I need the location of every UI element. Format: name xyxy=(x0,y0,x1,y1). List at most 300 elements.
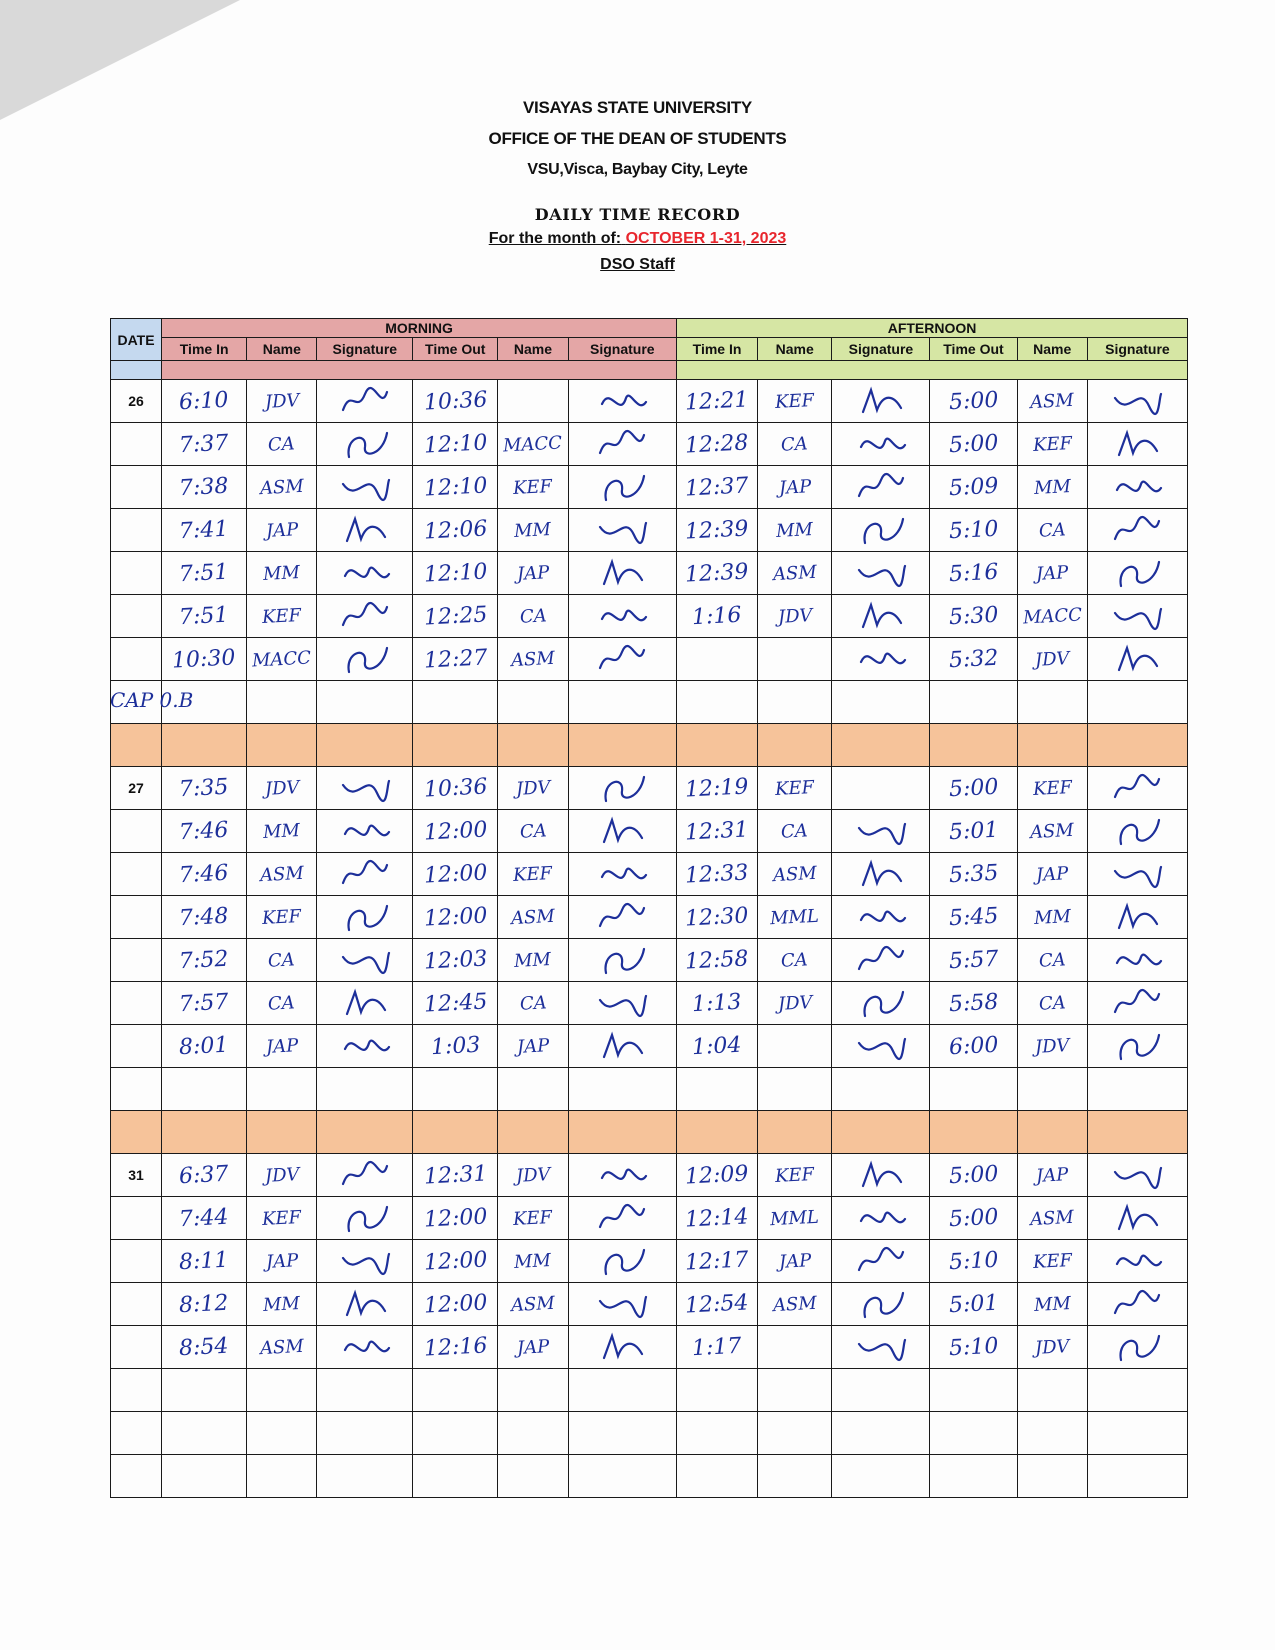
signature-cell xyxy=(1087,423,1187,466)
time-cell xyxy=(413,982,498,1025)
signature-scribble xyxy=(1109,427,1165,461)
signature-cell xyxy=(317,681,413,724)
handwritten-initials: JDV xyxy=(1034,1335,1070,1359)
signature-cell xyxy=(568,595,677,638)
name-cell xyxy=(247,466,317,509)
time-cell xyxy=(162,1369,247,1412)
date-cell xyxy=(111,810,162,853)
date-cell xyxy=(111,1455,162,1498)
handwritten-time: 12:31 xyxy=(684,816,750,846)
time-cell xyxy=(677,681,758,724)
handwritten-initials: ASM xyxy=(259,1335,305,1359)
signature-scribble xyxy=(853,642,909,676)
time-cell xyxy=(413,595,498,638)
signature-scribble xyxy=(1109,513,1165,547)
name-cell xyxy=(757,1283,831,1326)
signature-cell xyxy=(317,1154,413,1197)
time-cell xyxy=(677,1154,758,1197)
column-header: Name xyxy=(757,338,831,361)
handwritten-time: 5:09 xyxy=(948,473,999,501)
time-cell xyxy=(162,1455,247,1498)
table-body xyxy=(111,380,1188,1498)
name-cell xyxy=(498,767,568,810)
handwritten-time: 8:12 xyxy=(178,1290,230,1318)
handwritten-time: 5:10 xyxy=(948,1247,999,1275)
date-cell xyxy=(111,1068,162,1111)
signature-cell xyxy=(568,1412,677,1455)
handwritten-initials: CA xyxy=(780,432,809,456)
signature-cell xyxy=(568,1068,677,1111)
time-cell xyxy=(930,853,1017,896)
signature-cell xyxy=(832,1025,930,1068)
name-cell xyxy=(757,1154,831,1197)
signature-cell xyxy=(317,982,413,1025)
signature-scribble xyxy=(1109,1287,1165,1321)
time-cell xyxy=(413,638,498,681)
handwritten-time: 7:38 xyxy=(178,473,230,501)
handwritten-initials: JAP xyxy=(1035,1163,1069,1187)
name-cell xyxy=(247,767,317,810)
signature-scribble xyxy=(1109,1201,1165,1235)
signature-scribble xyxy=(594,900,650,934)
signature-cell xyxy=(1087,552,1187,595)
time-cell xyxy=(413,939,498,982)
signature-cell xyxy=(317,1412,413,1455)
signature-cell xyxy=(317,595,413,638)
time-cell xyxy=(413,1412,498,1455)
time-cell xyxy=(162,810,247,853)
signature-scribble xyxy=(853,814,909,848)
signature-scribble xyxy=(594,1330,650,1364)
date-cell xyxy=(111,638,162,681)
time-cell xyxy=(677,1283,758,1326)
signature-scribble xyxy=(594,556,650,590)
column-header: Name xyxy=(498,338,568,361)
name-cell xyxy=(1017,1154,1087,1197)
signature-cell xyxy=(317,939,413,982)
handwritten-initials: JAP xyxy=(1035,561,1069,585)
signature-scribble xyxy=(853,470,909,504)
handwritten-time: 7:51 xyxy=(178,559,230,587)
handwritten-time: 7:51 xyxy=(178,602,230,630)
handwritten-initials: JDV xyxy=(515,1163,551,1187)
name-cell xyxy=(247,853,317,896)
name-cell xyxy=(1017,1240,1087,1283)
signature-scribble xyxy=(1109,1244,1165,1278)
time-cell xyxy=(677,982,758,1025)
time-cell xyxy=(677,767,758,810)
handwritten-time: 7:37 xyxy=(178,430,230,458)
name-cell xyxy=(247,982,317,1025)
name-cell xyxy=(498,681,568,724)
name-cell xyxy=(247,1455,317,1498)
handwritten-initials: KEF xyxy=(774,776,815,800)
signature-scribble xyxy=(337,427,393,461)
time-cell xyxy=(413,681,498,724)
time-cell xyxy=(162,853,247,896)
university-name: VISAYAS STATE UNIVERSITY xyxy=(523,98,752,117)
name-cell xyxy=(498,853,568,896)
name-cell xyxy=(1017,1283,1087,1326)
time-cell xyxy=(677,1025,758,1068)
signature-scribble xyxy=(1109,599,1165,633)
signature-scribble xyxy=(337,470,393,504)
signature-cell xyxy=(317,423,413,466)
handwritten-initials: JAP xyxy=(265,1034,299,1058)
signature-cell xyxy=(832,466,930,509)
handwritten-initials: ASM xyxy=(1029,389,1075,413)
handwritten-time: 12:17 xyxy=(684,1246,750,1276)
handwritten-time: 12:37 xyxy=(684,472,750,502)
signature-cell xyxy=(317,466,413,509)
handwritten-time: 10:30 xyxy=(171,644,237,674)
column-header: Signature xyxy=(317,338,413,361)
name-cell xyxy=(498,1326,568,1369)
name-cell xyxy=(1017,1326,1087,1369)
signature-cell xyxy=(832,423,930,466)
date-cell: 26 xyxy=(111,380,162,423)
time-cell xyxy=(930,810,1017,853)
signature-scribble xyxy=(337,1330,393,1364)
signature-cell xyxy=(1087,681,1187,724)
signature-scribble xyxy=(337,384,393,418)
handwritten-initials: KEF xyxy=(1032,1249,1073,1273)
signature-cell xyxy=(568,1283,677,1326)
signature-cell xyxy=(317,1240,413,1283)
signature-scribble xyxy=(853,1287,909,1321)
time-cell xyxy=(677,1455,758,1498)
time-cell xyxy=(413,380,498,423)
date-cell xyxy=(111,509,162,552)
signature-cell xyxy=(317,810,413,853)
time-cell xyxy=(677,1240,758,1283)
signature-scribble xyxy=(853,857,909,891)
time-cell xyxy=(930,1025,1017,1068)
signature-scribble xyxy=(853,556,909,590)
handwritten-time: 12:09 xyxy=(684,1160,750,1190)
name-cell xyxy=(498,982,568,1025)
name-cell xyxy=(1017,638,1087,681)
name-cell xyxy=(247,1068,317,1111)
name-cell xyxy=(247,1326,317,1369)
signature-cell xyxy=(568,509,677,552)
time-cell xyxy=(413,1369,498,1412)
time-cell xyxy=(930,1326,1017,1369)
signature-scribble xyxy=(337,1029,393,1063)
handwritten-initials: ASM xyxy=(772,561,818,585)
time-cell xyxy=(930,466,1017,509)
time-record-table xyxy=(110,318,1188,1498)
table-row xyxy=(111,466,1188,509)
signature-cell xyxy=(832,1154,930,1197)
handwritten-initials: KEF xyxy=(1032,432,1073,456)
handwritten-initials: ASM xyxy=(772,862,818,886)
date-cell: 27 xyxy=(111,767,162,810)
handwritten-time: 7:52 xyxy=(178,946,230,974)
name-cell xyxy=(247,681,317,724)
handwritten-initials: JDV xyxy=(1034,647,1070,671)
handwritten-time: 5:10 xyxy=(948,1333,999,1361)
signature-cell xyxy=(1087,466,1187,509)
handwritten-time: 12:00 xyxy=(422,1289,488,1319)
table-row xyxy=(111,767,1188,810)
document-header xyxy=(0,92,1275,279)
table-row xyxy=(111,1025,1188,1068)
month-value: OCTOBER 1-31, 2023 xyxy=(625,230,787,247)
handwritten-initials: JAP xyxy=(265,1249,299,1273)
time-cell xyxy=(930,1455,1017,1498)
signature-scribble xyxy=(594,470,650,504)
handwritten-initials: JDV xyxy=(515,776,551,800)
signature-cell xyxy=(568,1154,677,1197)
name-cell xyxy=(498,1283,568,1326)
handwritten-time: 7:46 xyxy=(178,860,230,888)
name-cell xyxy=(1017,896,1087,939)
signature-cell xyxy=(568,1025,677,1068)
signature-cell xyxy=(317,1283,413,1326)
name-cell xyxy=(757,466,831,509)
time-cell xyxy=(930,552,1017,595)
signature-scribble xyxy=(337,943,393,977)
handwritten-time: 12:30 xyxy=(684,902,750,932)
handwritten-initials: KEF xyxy=(1032,776,1073,800)
column-header: Signature xyxy=(832,338,930,361)
time-cell xyxy=(162,595,247,638)
handwritten-time: 8:54 xyxy=(178,1333,230,1361)
signature-cell xyxy=(568,638,677,681)
signature-cell xyxy=(568,810,677,853)
time-cell xyxy=(677,1412,758,1455)
name-cell xyxy=(247,1369,317,1412)
signature-cell xyxy=(317,1326,413,1369)
time-cell xyxy=(930,939,1017,982)
handwritten-time: 5:32 xyxy=(948,645,999,673)
signature-cell xyxy=(1087,595,1187,638)
handwritten-time: 5:16 xyxy=(948,559,999,587)
handwritten-time: 12:27 xyxy=(422,644,488,674)
name-cell xyxy=(247,896,317,939)
handwritten-initials: MM xyxy=(513,948,552,972)
time-cell xyxy=(930,1240,1017,1283)
time-cell xyxy=(677,380,758,423)
handwritten-initials: MM xyxy=(262,819,301,843)
name-cell xyxy=(247,939,317,982)
signature-cell xyxy=(832,681,930,724)
signature-cell xyxy=(1087,1154,1187,1197)
signature-scribble xyxy=(853,1201,909,1235)
signature-cell xyxy=(1087,982,1187,1025)
time-cell xyxy=(413,423,498,466)
signature-scribble xyxy=(337,986,393,1020)
handwritten-time: 12:10 xyxy=(422,429,488,459)
name-cell xyxy=(247,595,317,638)
time-cell xyxy=(162,638,247,681)
time-cell xyxy=(162,1412,247,1455)
time-cell xyxy=(413,767,498,810)
time-cell xyxy=(162,1326,247,1369)
name-cell xyxy=(498,595,568,638)
handwritten-initials: ASM xyxy=(510,905,556,929)
signature-cell xyxy=(1087,1326,1187,1369)
signature-cell xyxy=(568,767,677,810)
signature-cell xyxy=(1087,810,1187,853)
name-cell xyxy=(498,1369,568,1412)
signature-scribble xyxy=(853,427,909,461)
time-cell xyxy=(413,1283,498,1326)
name-cell xyxy=(1017,853,1087,896)
office-name: OFFICE OF THE DEAN OF STUDENTS xyxy=(488,129,787,148)
name-cell xyxy=(498,466,568,509)
time-cell xyxy=(413,1326,498,1369)
signature-scribble xyxy=(337,900,393,934)
signature-cell xyxy=(317,767,413,810)
name-cell xyxy=(1017,1412,1087,1455)
handwritten-initials: KEF xyxy=(774,389,815,413)
time-cell xyxy=(413,1154,498,1197)
name-cell xyxy=(1017,423,1087,466)
handwritten-initials: MM xyxy=(262,1292,301,1316)
signature-scribble xyxy=(337,1158,393,1192)
morning-header: MORNING xyxy=(162,319,677,338)
signature-scribble xyxy=(853,900,909,934)
signature-cell xyxy=(568,466,677,509)
time-cell xyxy=(162,1240,247,1283)
handwritten-initials: JDV xyxy=(777,991,813,1015)
signature-cell xyxy=(832,1068,930,1111)
handwritten-time: 12:54 xyxy=(684,1289,750,1319)
name-cell xyxy=(1017,552,1087,595)
signature-scribble xyxy=(1109,1158,1165,1192)
handwritten-initials: ASM xyxy=(259,475,305,499)
time-cell xyxy=(930,509,1017,552)
name-cell xyxy=(247,1240,317,1283)
time-cell xyxy=(162,1025,247,1068)
handwritten-time: 5:57 xyxy=(948,946,999,974)
name-cell xyxy=(757,509,831,552)
handwritten-time: 1:16 xyxy=(691,602,743,630)
name-cell xyxy=(757,1369,831,1412)
handwritten-time: 1:13 xyxy=(691,989,743,1017)
signature-scribble xyxy=(594,814,650,848)
signature-cell xyxy=(1087,1025,1187,1068)
date-cell xyxy=(111,1025,162,1068)
handwritten-initials: MM xyxy=(775,518,814,542)
signature-scribble xyxy=(594,384,650,418)
time-cell xyxy=(677,853,758,896)
signature-cell xyxy=(568,380,677,423)
time-cell xyxy=(677,466,758,509)
handwritten-initials: JAP xyxy=(516,1034,550,1058)
name-cell xyxy=(757,810,831,853)
handwritten-initials: JDV xyxy=(1034,1034,1070,1058)
handwritten-time: 7:44 xyxy=(178,1204,230,1232)
time-cell xyxy=(413,509,498,552)
signature-scribble xyxy=(853,384,909,418)
name-cell xyxy=(498,896,568,939)
handwritten-initials: MML xyxy=(769,905,820,929)
time-cell xyxy=(162,982,247,1025)
date-cell xyxy=(111,939,162,982)
handwritten-initials: KEF xyxy=(261,1206,302,1230)
column-header: Signature xyxy=(568,338,677,361)
time-cell xyxy=(413,1068,498,1111)
time-cell xyxy=(162,1283,247,1326)
signature-scribble xyxy=(853,1029,909,1063)
name-cell xyxy=(1017,380,1087,423)
name-cell xyxy=(1017,1197,1087,1240)
office-address: VSU,Visca, Baybay City, Leyte xyxy=(527,161,748,178)
handwritten-initials: CA xyxy=(780,948,809,972)
handwritten-initials: CA xyxy=(780,819,809,843)
table-row xyxy=(111,1369,1188,1412)
time-cell xyxy=(930,681,1017,724)
handwritten-initials: CA xyxy=(1038,948,1067,972)
table-row xyxy=(111,853,1188,896)
handwritten-time: 7:46 xyxy=(178,817,230,845)
date-cell xyxy=(111,1326,162,1369)
time-cell xyxy=(677,423,758,466)
signature-cell xyxy=(832,1412,930,1455)
time-cell xyxy=(413,810,498,853)
handwritten-time: 12:31 xyxy=(422,1160,488,1190)
handwritten-time: 10:36 xyxy=(422,773,488,803)
signature-cell xyxy=(832,638,930,681)
handwritten-initials: CA xyxy=(267,948,296,972)
signature-scribble xyxy=(1109,900,1165,934)
signature-cell xyxy=(832,380,930,423)
date-cell xyxy=(111,423,162,466)
signature-scribble xyxy=(1109,1330,1165,1364)
column-header: Time In xyxy=(677,338,758,361)
table-row xyxy=(111,1068,1188,1111)
signature-cell xyxy=(317,509,413,552)
name-cell xyxy=(498,509,568,552)
handwritten-initials: KEF xyxy=(512,862,553,886)
handwritten-time: 12:39 xyxy=(684,558,750,588)
month-line xyxy=(0,227,1275,251)
month-label: For the month of: xyxy=(488,230,622,247)
time-cell xyxy=(162,1197,247,1240)
signature-cell xyxy=(317,1025,413,1068)
table-row xyxy=(111,1154,1188,1197)
handwritten-initials: JDV xyxy=(264,776,300,800)
table-row xyxy=(111,982,1188,1025)
handwritten-initials: JDV xyxy=(264,389,300,413)
column-headers xyxy=(111,338,1188,361)
table-row xyxy=(111,939,1188,982)
time-cell xyxy=(677,1068,758,1111)
handwritten-time: 5:00 xyxy=(948,774,999,802)
handwritten-time: 1:03 xyxy=(429,1032,481,1060)
signature-cell xyxy=(832,552,930,595)
handwritten-time: 8:01 xyxy=(178,1032,230,1060)
time-cell xyxy=(930,896,1017,939)
name-cell xyxy=(1017,1068,1087,1111)
time-cell xyxy=(677,595,758,638)
date-cell xyxy=(111,595,162,638)
handwritten-initials: JAP xyxy=(516,1335,550,1359)
name-cell xyxy=(498,1154,568,1197)
time-cell xyxy=(930,380,1017,423)
header-spacer-row xyxy=(111,361,1188,380)
time-cell xyxy=(162,380,247,423)
name-cell xyxy=(1017,810,1087,853)
table-row xyxy=(111,638,1188,681)
time-cell xyxy=(162,767,247,810)
column-header: Signature xyxy=(1087,338,1187,361)
time-cell xyxy=(677,638,758,681)
name-cell xyxy=(498,380,568,423)
